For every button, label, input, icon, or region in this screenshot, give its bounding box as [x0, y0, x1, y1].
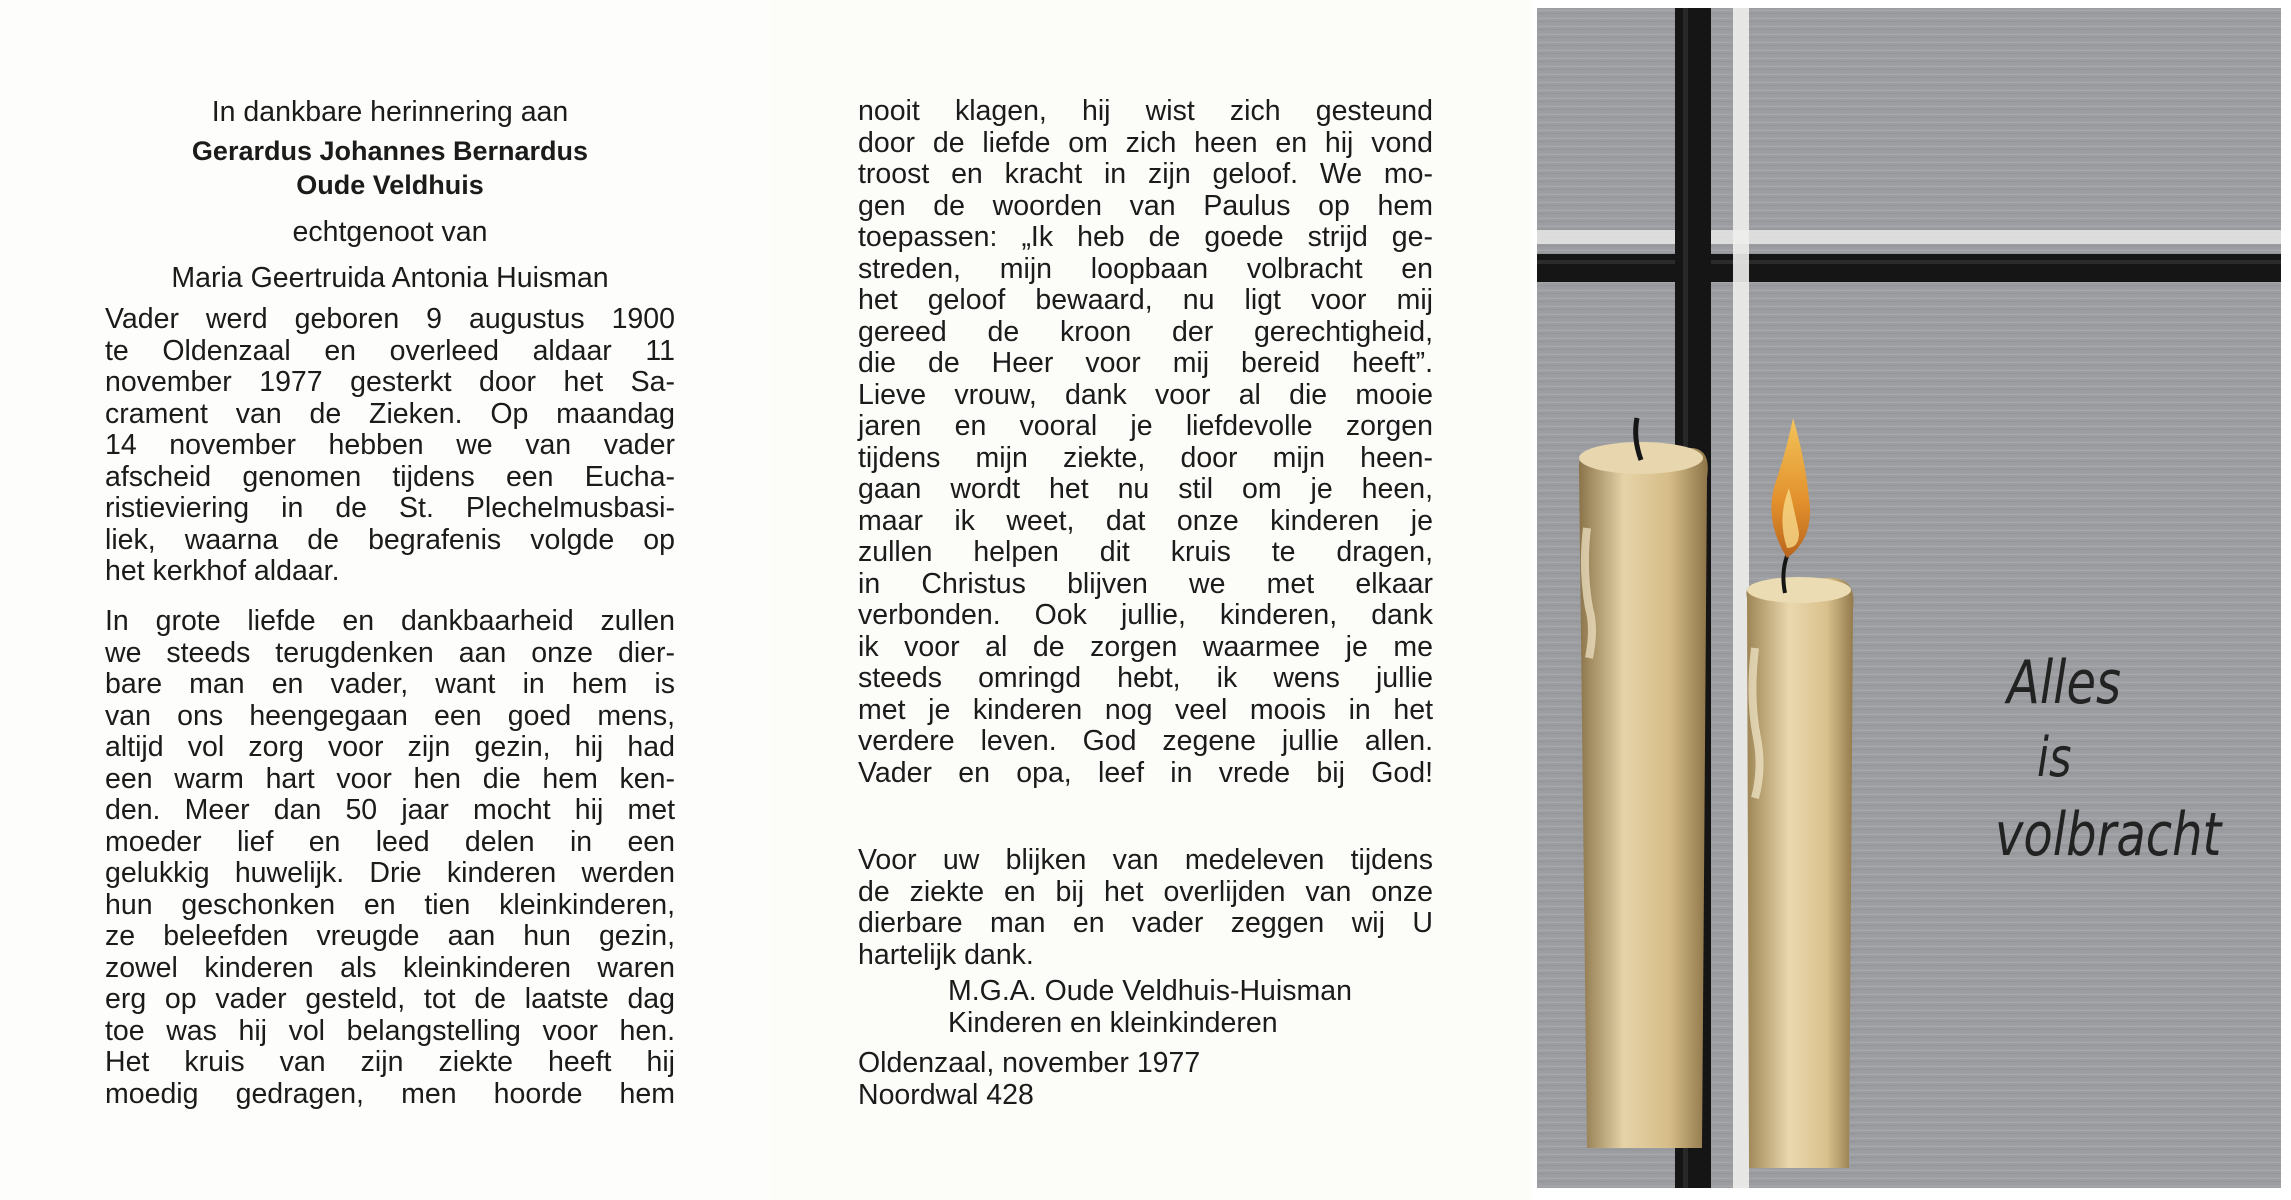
text-line: Vader werd geboren 9 augustus 1900: [105, 303, 675, 335]
place-date: Oldenzaal, november 1977: [858, 1047, 1201, 1079]
text-line: toe was hij vol belangstelling voor hen.: [105, 1014, 675, 1047]
text-line: ze beleefden vreugde aan hun gezin,: [105, 920, 675, 952]
text-line: erg op vader gesteld, tot de laatste dag: [105, 983, 675, 1015]
text-line: tijdens mijn ziekte, door mijn heen-: [858, 441, 1433, 474]
spouse-intro: echtgenoot van: [292, 216, 488, 248]
intro-text: In dankbare herinnering aan: [211, 96, 569, 128]
address: Noordwal 428: [858, 1078, 1034, 1111]
text-line: dierbare man en vader zeggen wij U: [858, 907, 1433, 939]
paragraph-remembrance: [105, 606, 675, 1110]
signature-children: Kinderen en kleinkinderen: [948, 1006, 1278, 1039]
text-line: afscheid genomen tijdens een Eucha-: [105, 460, 675, 493]
cross-horizontal: [1537, 230, 2281, 282]
text-line: te Oldenzaal en overleed aldaar 11: [105, 334, 675, 367]
slogan-line-2: is: [2037, 726, 2072, 789]
text-line: het kerkhof aldaar.: [105, 555, 340, 587]
text-line: steeds omringd hebt, ik wens jullie: [858, 662, 1433, 694]
paragraph-birth-death: [105, 304, 675, 588]
text-line: verdere leven. God zegene jullie allen.: [858, 725, 1433, 757]
left-panel: [0, 0, 771, 1200]
text-line: we steeds terugdenken aan onze dier-: [105, 636, 675, 669]
text-line: Vader en opa, leef in vrede bij God!: [858, 756, 1433, 789]
text-line: in Christus blijven we met elkaar: [858, 567, 1433, 600]
text-line: toepassen: „Ik heb de goede strijd ge-: [858, 221, 1433, 253]
card-illustration: [1537, 8, 2281, 1188]
text-line: zullen helpen dit kruis te dragen,: [858, 536, 1433, 568]
signature-widow: M.G.A. Oude Veldhuis-Huisman: [948, 975, 1352, 1007]
text-line: streden, mijn loopbaan volbracht en: [858, 252, 1433, 285]
text-line: nooit klagen, hij wist zich gesteund: [858, 95, 1433, 127]
slogan-line-3: volbracht: [1995, 800, 2222, 870]
text-line: troost en kracht in zijn geloof. We mo-: [858, 158, 1433, 190]
text-line: ik voor al de zorgen waarmee je me: [858, 630, 1433, 663]
text-line: gaan wordt het nu stil om je heen,: [858, 473, 1433, 505]
text-line: van ons heengegaan een goed mens,: [105, 699, 675, 732]
text-line: die de Heer voor mij bereid heeft”.: [858, 347, 1433, 379]
text-line: gereed de kroon der gerechtigheid,: [858, 315, 1433, 348]
text-line: ristieviering in de St. Plechelmusbasi-: [105, 492, 675, 524]
spouse-name: Maria Geertruida Antonia Huisman: [171, 262, 609, 294]
text-line: den. Meer dan 50 jaar mocht hij met: [105, 794, 675, 826]
text-line: Het kruis van zijn ziekte heeft hij: [105, 1046, 675, 1078]
text-line: liek, waarna de begrafenis volgde op: [105, 523, 675, 556]
paragraph-faith: [858, 96, 1433, 789]
slogan-line-1: Alles: [2007, 648, 2122, 718]
text-line: gen de woorden van Paulus op hem: [858, 189, 1433, 222]
text-line: verbonden. Ook jullie, kinderen, dank: [858, 599, 1433, 631]
text-line: Lieve vrouw, dank voor al die mooie: [858, 378, 1433, 411]
text-line: moedig gedragen, men hoorde hem: [105, 1077, 675, 1110]
text-line: zowel kinderen als kleinkinderen waren: [105, 951, 675, 984]
text-line: november 1977 gesterkt door het Sa-: [105, 366, 675, 398]
text-line: hun geschonken en tien kleinkinderen,: [105, 888, 675, 921]
text-line: de ziekte en bij het overlijden van onze: [858, 875, 1433, 908]
text-line: het geloof bewaard, nu ligt voor mij: [858, 284, 1433, 316]
text-line: 14 november hebben we van vader: [105, 429, 675, 461]
left-candle: [1579, 418, 1708, 1148]
deceased-name-line-1: Gerardus Johannes Bernardus: [191, 136, 589, 166]
text-line: met je kinderen nog veel moois in het: [858, 693, 1433, 726]
deceased-name-line-2: Oude Veldhuis: [296, 170, 484, 200]
text-line: door de liefde om zich heen en hij vond: [858, 126, 1433, 159]
middle-panel: [770, 0, 1532, 1200]
text-line: hartelijk dank.: [858, 938, 1034, 971]
text-line: gelukkig huwelijk. Drie kinderen werden: [105, 857, 675, 889]
candles-cross-illustration: [1537, 8, 2281, 1188]
signature-block: [858, 976, 1433, 1039]
text-line: crament van de Zieken. Op maandag: [105, 397, 675, 430]
text-line: Voor uw blijken van medeleven tijdens: [858, 844, 1433, 876]
text-line: jaren en vooral je liefdevolle zorgen: [858, 410, 1433, 442]
place-block: [858, 1048, 1433, 1111]
text-line: maar ik weet, dat onze kinderen je: [858, 504, 1433, 537]
text-line: altijd vol zorg voor zijn gezin, hij had: [105, 731, 675, 763]
text-line: In grote liefde en dankbaarheid zullen: [105, 605, 675, 637]
text-line: een warm hart voor hen die hem ken-: [105, 762, 675, 795]
paragraph-thanks: [858, 845, 1433, 971]
text-line: moeder lief en leed delen in een: [105, 825, 675, 858]
text-line: bare man en vader, want in hem is: [105, 668, 675, 700]
